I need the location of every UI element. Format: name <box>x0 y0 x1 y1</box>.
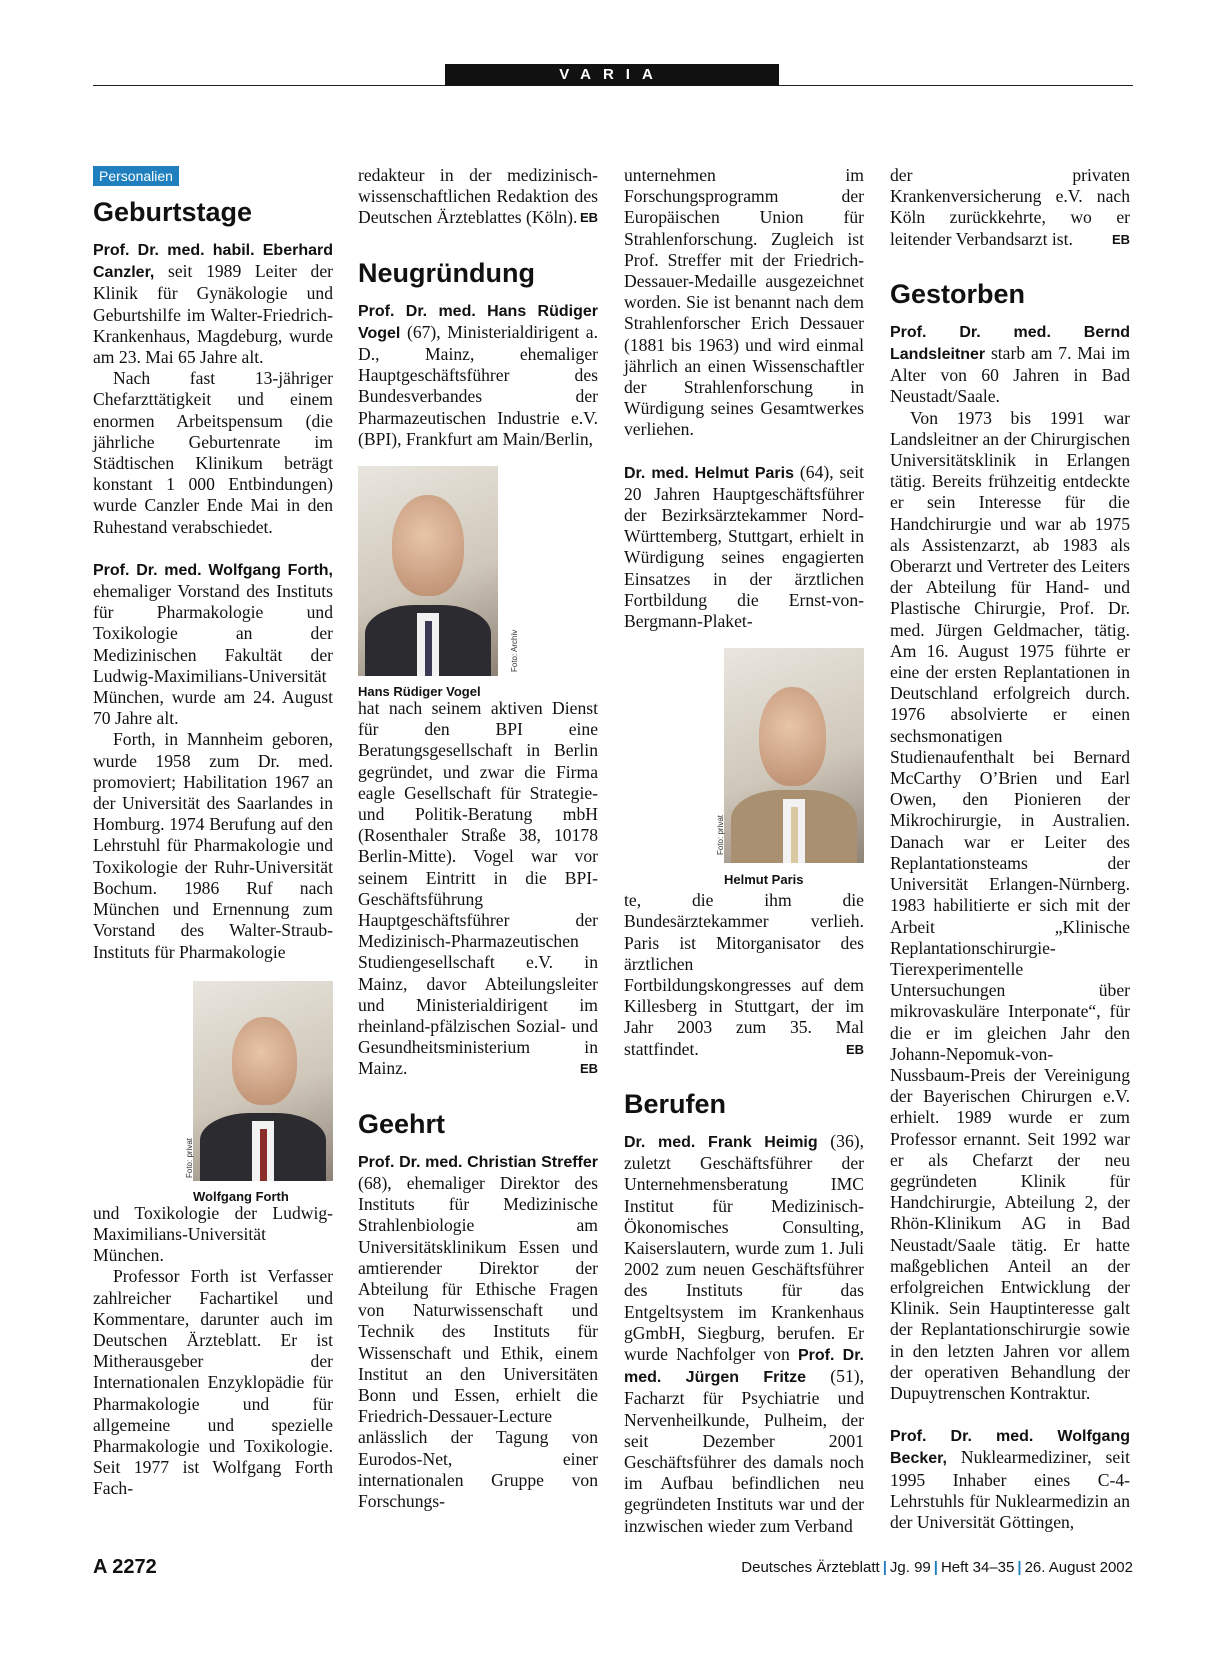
person-name: Prof. Dr. med. habil. Eberhard Canzler, <box>93 242 333 282</box>
paragraph: Dr. med. Frank Heimig (36), zuletzt Geschäftsführer der Unternehmensberatung IMC Institut für Medizinisch-Ökonomisches Consulting, Kaiserslautern, wurde zum 1. Juli 2002 zum neuen Geschäftsführer des Instituts für das Entgeltsystem im Krankenhaus gGmbH, Siegburg, berufen. Er wurde Nachfolger von Prof. Dr. med. Jürgen Fritze (51), Facharzt für Psychiatrie und Nervenheilkunde, Pulheim, der seit Dezember 2001 Geschäftsführer des damals noch im Aufbau befindlichen neu gegründeten Instituts war und der inzwischen wieder zum Verband <box>624 1130 865 1536</box>
paragraph: Dr. med. Helmut Paris (64), seit 20 Jahren Hauptgeschäftsführer der Bezirksärztekammer Nord-Württemberg, Stuttgart, erhielt in Würdigung seines engagierten Einsatzes in der ärztlichen Fortbildung die Ernst-von-Bergmann-Plaket- <box>624 461 864 632</box>
author-initials: EB <box>845 1041 864 1057</box>
person-name: Dr. med. Helmut Paris <box>624 464 794 482</box>
paragraph: Prof. Dr. med. Wolfgang Forth, ehemaliger Vorstand des Instituts für Pharmakologie und Toxikologie an der Medizinischen Fakultät der Ludwig-Maximilians-Universität München, wurde am 24. August 70 Jahre alt. <box>93 561 333 729</box>
heading-geburtstage: Geburtstage <box>93 197 253 227</box>
photo-block <box>93 973 333 1203</box>
paragraph: Prof. Dr. med. Wolfgang Becker, Nuklearmediziner, seit 1995 Inhaber eines C-4-Lehrstuhls für Nuklearmedizin an der Universität Göttingen, <box>890 1428 1130 1532</box>
heading-geehrt: Geehrt <box>358 1108 446 1139</box>
publication-info: Deutsches Ärzteblatt | Jg. 99 | Heft 34–35 | 26. August 2002 <box>741 1559 1133 1576</box>
journal-name: Deutsches Ärzteblatt <box>741 1559 880 1576</box>
category-tag: Personalien <box>93 166 179 186</box>
paragraph: und Toxikologie der Ludwig-Maximilians-Universität München. <box>93 1202 333 1266</box>
paragraph: Prof. Dr. med. Bernd Landsleitner starb am 7. Mai im Alter von 60 Jahren in Bad Neustadt/Saale. <box>890 323 1130 407</box>
paragraph: Prof. Dr. med. Hans Rüdiger Vogel (67), Ministerialdirigent a. D., Mainz, ehemaliger Hauptgeschäftsführer des Bundesverbandes der Pharmazeutischen Industrie e.V. (BPI), Frankfurt am Main/Berlin, <box>358 302 598 449</box>
paragraph: Nach fast 13-jähriger Chefarzttätigkeit und einem enormen Arbeitspensum (die jährliche Geburtenrate im Städtischen Klinikum beträgt konstant 1 000 Entbindungen) wurde Canzler Ende Mai in den Ruhestand verabschiedet. <box>93 368 333 537</box>
page-number: A 2272 <box>93 1556 157 1578</box>
column-3 <box>624 165 864 1537</box>
author-initials: EB <box>579 1061 598 1077</box>
portrait-photo <box>358 466 498 676</box>
portrait-photo <box>724 648 864 863</box>
photo-block <box>358 466 598 698</box>
photo-credit: Foto: Archiv <box>510 629 519 673</box>
person-name: Prof. Dr. med. Jürgen Fritze <box>624 1346 865 1387</box>
photo-caption: Hans Rüdiger Vogel <box>358 684 481 700</box>
person-name: Prof. Dr. med. Christian Streffer <box>358 1153 598 1171</box>
photo-credit: Foto: privat <box>185 1137 194 1178</box>
portrait-photo <box>193 981 333 1181</box>
photo-caption: Wolfgang Forth <box>193 1188 289 1204</box>
person-name: Prof. Dr. med. Wolfgang Becker, <box>890 1428 1130 1468</box>
photo-credit: Foto: privat <box>716 815 725 856</box>
person-name: Dr. med. Frank Heimig <box>624 1133 818 1151</box>
photo-block <box>624 640 864 890</box>
paragraph: te, die ihm die Bundesärztekammer verlieh. Paris ist Mitorganisator des ärztlichen Fortbildungskongresses auf dem Killesberg in Stuttgart, der im Jahr 2003 zum 35. Mal stattfindet. EB <box>624 890 864 1059</box>
column-2 <box>358 165 598 1512</box>
paragraph: unternehmen im Forschungsprogramm der Europäischen Union für Strahlenforschung. Zugleich ist Prof. Streffer mit der Friedrich-Dessauer-Medaille ausgezeichnet worden. Sie ist benannt nach dem Strahlenforscher Erich Dessauer (1881 bis 1963) und wird einmal jährlich an einen Wissenschaftler der Strahlenforschung in Würdigung seines Gesamtwerkes verliehen. <box>624 165 864 440</box>
section-header: VARIA <box>445 64 779 86</box>
issue-date: 26. August 2002 <box>1024 1559 1133 1576</box>
photo-caption: Helmut Paris <box>724 872 804 888</box>
person-name: Prof. Dr. med. Bernd Landsleitner <box>890 323 1130 364</box>
column-4 <box>890 165 1130 1533</box>
issue: Heft 34–35 <box>940 1559 1015 1576</box>
column-1 <box>93 165 333 1500</box>
paragraph: Prof. Dr. med. Christian Streffer (68), ehemaliger Direktor des Instituts für Medizinische Strahlenbiologie am Universitätsklinikum Essen und amtierender Direktor der Abteilung für Ethische Fragen von Naturwissenschaft und Technik des Instituts für Wissenschaft und Ethik, einem Institut an den Universitäten Bonn und Essen, erhielt die Friedrich-Dessauer-Lecture anlässlich der Tagung von Eurodos-Net, einer internationalen Gruppe von Forschungs- <box>358 1153 598 1511</box>
paragraph: Von 1973 bis 1991 war Landsleitner an der Chirurgischen Universitätsklinik in Erlangen tätig. Bereits frühzeitig entdeckte er sein Interesse für die Handchirurgie und war ab 1975 als Assistenzarzt, ab 1983 als Oberarzt und Vertreter des Leiters der Abteilung für Hand- und Plastische Chirurgie, Prof. Dr. med. Jürgen Geldmacher, tätig. Am 16. August 1975 führte er eine der ersten Replantationen in Deutschland erfolgreich durch. 1976 absolvierte er einen sechsmonatigen Studienaufenthalt bei Bernard McCarthy O’Brien und Earl Owen, den Pionieren der Mikrochirurgie, in Australien. Danach war er Leiter des Replantationsteams der Universität Erlangen-Nürnberg. 1983 habilitierte er sich mit der Arbeit „Klinische Replantationschirurgie-Tierexperimentelle Untersuchungen über mikrovaskuläre Interponate“, für die er im gleichen Jahr den Johann-Nepomuk-von-Nussbaum-Preis der Vereinigung der Bayerischen Chirurgen e.V. erhielt. 1989 wurde er zum Professor ernannt. Seit 1992 war er als Chefarzt der neu gegründeten Klinik für Handchirurgie, Abteilung 2, der Rhön-Klinikum AG in Bad Neustadt/Saale tätig. Er hatte maßgeblichen Anteil an der erfolgreichen Entwicklung der Klinik. Sein Hauptinteresse galt der Replantationschirurgie sowie in den letzten Jahren vor allem der operativen Behandlung der Dupuytrenschen Kontraktur. <box>890 407 1130 1403</box>
volume: Jg. 99 <box>889 1559 931 1576</box>
paragraph: Prof. Dr. med. habil. Eberhard Canzler, seit 1989 Leiter der Klinik für Gynäkologie und Geburtshilfe im Walter-Friedrich-Krankenhaus, Magdeburg, wurde am 23. Mai 65 Jahre alt. <box>93 242 333 368</box>
author-initials: EB <box>579 210 598 226</box>
heading-berufen: Berufen <box>624 1088 727 1119</box>
paragraph: redakteur in der medizinisch-wissenschaftlichen Redaktion des Deutschen Ärzteblattes (Köln). EB <box>358 165 598 228</box>
paragraph: hat nach seinem aktiven Dienst für den BPI eine Beratungsgesellschaft in Berlin gegründet, und zwar die Firma eagle Gesellschaft für Strategie- und Politik-Beratung mbH (Rosenthaler Straße 38, 10178 Berlin-Mitte). Vogel war vor seinem Eintritt in die BPI-Geschäftsführung Hauptgeschäftsführer der Medizinisch-Pharmazeutischen Studiengesellschaft e.V. in Mainz, davor Abteilungsleiter und Ministerialdirigent im rheinland-pfälzischen Sozial- und Gesundheitsministerium in Mainz. EB <box>358 698 598 1079</box>
person-name: Prof. Dr. med. Wolfgang Forth, <box>93 561 333 579</box>
person-name: Prof. Dr. med. Hans Rüdiger Vogel <box>358 302 598 342</box>
paragraph: der privaten Krankenversicherung e.V. nach Köln zurückkehrte, wo er leitender Verbandsarzt ist. EB <box>890 165 1130 249</box>
heading-gestorben: Gestorben <box>890 278 1026 309</box>
author-initials: EB <box>1111 231 1130 247</box>
heading-neugruendung: Neugründung <box>358 257 535 288</box>
paragraph: Forth, in Mannheim geboren, wurde 1958 zum Dr. med. promoviert; Habilitation 1967 an der Universität des Saarlandes in Homburg. 1974 Berufung auf den Lehrstuhl für Pharmakologie und Toxikologie der Ruhr-Universität Bochum. 1986 Ruf nach München und Ernennung zum Vorstand des Walter-Straub-Instituts für Pharmakologie <box>93 729 333 962</box>
paragraph: Professor Forth ist Verfasser zahlreicher Fachartikel und Kommentare, darunter auch im Deutschen Ärzteblatt. Er ist Mitherausgeber der Internationalen Enzyklopädie für Pharmakologie und für allgemeine und spezielle Pharmakologie und Toxikologie. Seit 1977 ist Wolfgang Forth Fach- <box>93 1266 333 1499</box>
